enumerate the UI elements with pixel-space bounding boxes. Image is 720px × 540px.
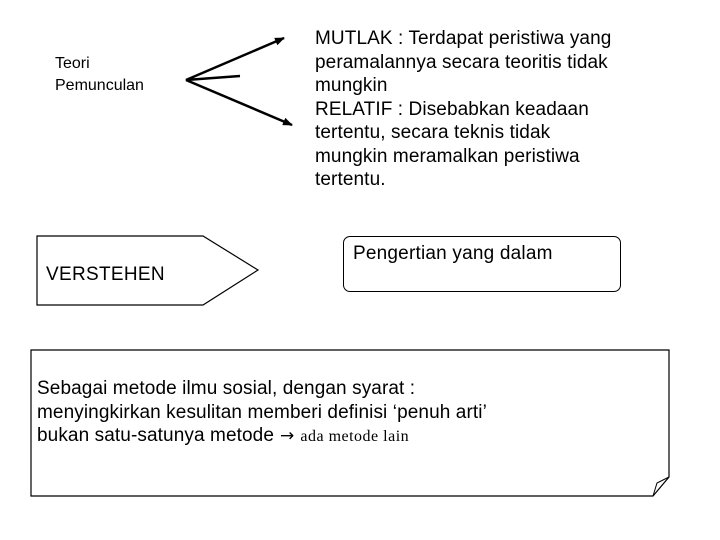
note-line-2: menyingkirkan kesulitan memberi definisi ‘penuh arti’: [37, 401, 487, 423]
pengertian-text: Pengertian yang dalam: [353, 243, 553, 264]
mutlak-line-1: MUTLAK : Terdapat peristiwa yang: [315, 28, 612, 49]
relatif-line-3: mungkin meramalkan peristiwa: [315, 145, 580, 167]
teori-pemunculan-label: [55, 53, 144, 97]
note-line-1: Sebagai metode ilmu sosial, dengan syarat :: [37, 378, 416, 399]
mutlak-relatif-text: [315, 27, 715, 192]
note-line-3: [37, 424, 487, 449]
teori-line-2: Pemunculan: [55, 77, 144, 94]
note-tail: ada metode lain: [300, 428, 410, 445]
verstehen-label: VERSTEHEN: [46, 264, 165, 285]
branch-arrow-upper: [186, 38, 284, 80]
teori-line-1: Teori: [55, 55, 90, 72]
branch-arrow-lower: [186, 80, 292, 125]
mutlak-line-3: mungkin: [315, 75, 388, 96]
note-line-3-text: bukan satu-satunya metode: [37, 425, 274, 446]
relatif-line-2: tertentu, secara teknis tidak: [315, 122, 551, 143]
note-text: [37, 377, 487, 449]
mutlak-line-2: peramalannya secara teoritis tidak: [315, 51, 608, 73]
right-arrow-icon: →: [280, 426, 295, 446]
relatif-line-4: tertentu.: [315, 169, 386, 190]
relatif-line-1: RELATIF : Disebabkan keadaan: [315, 98, 589, 120]
